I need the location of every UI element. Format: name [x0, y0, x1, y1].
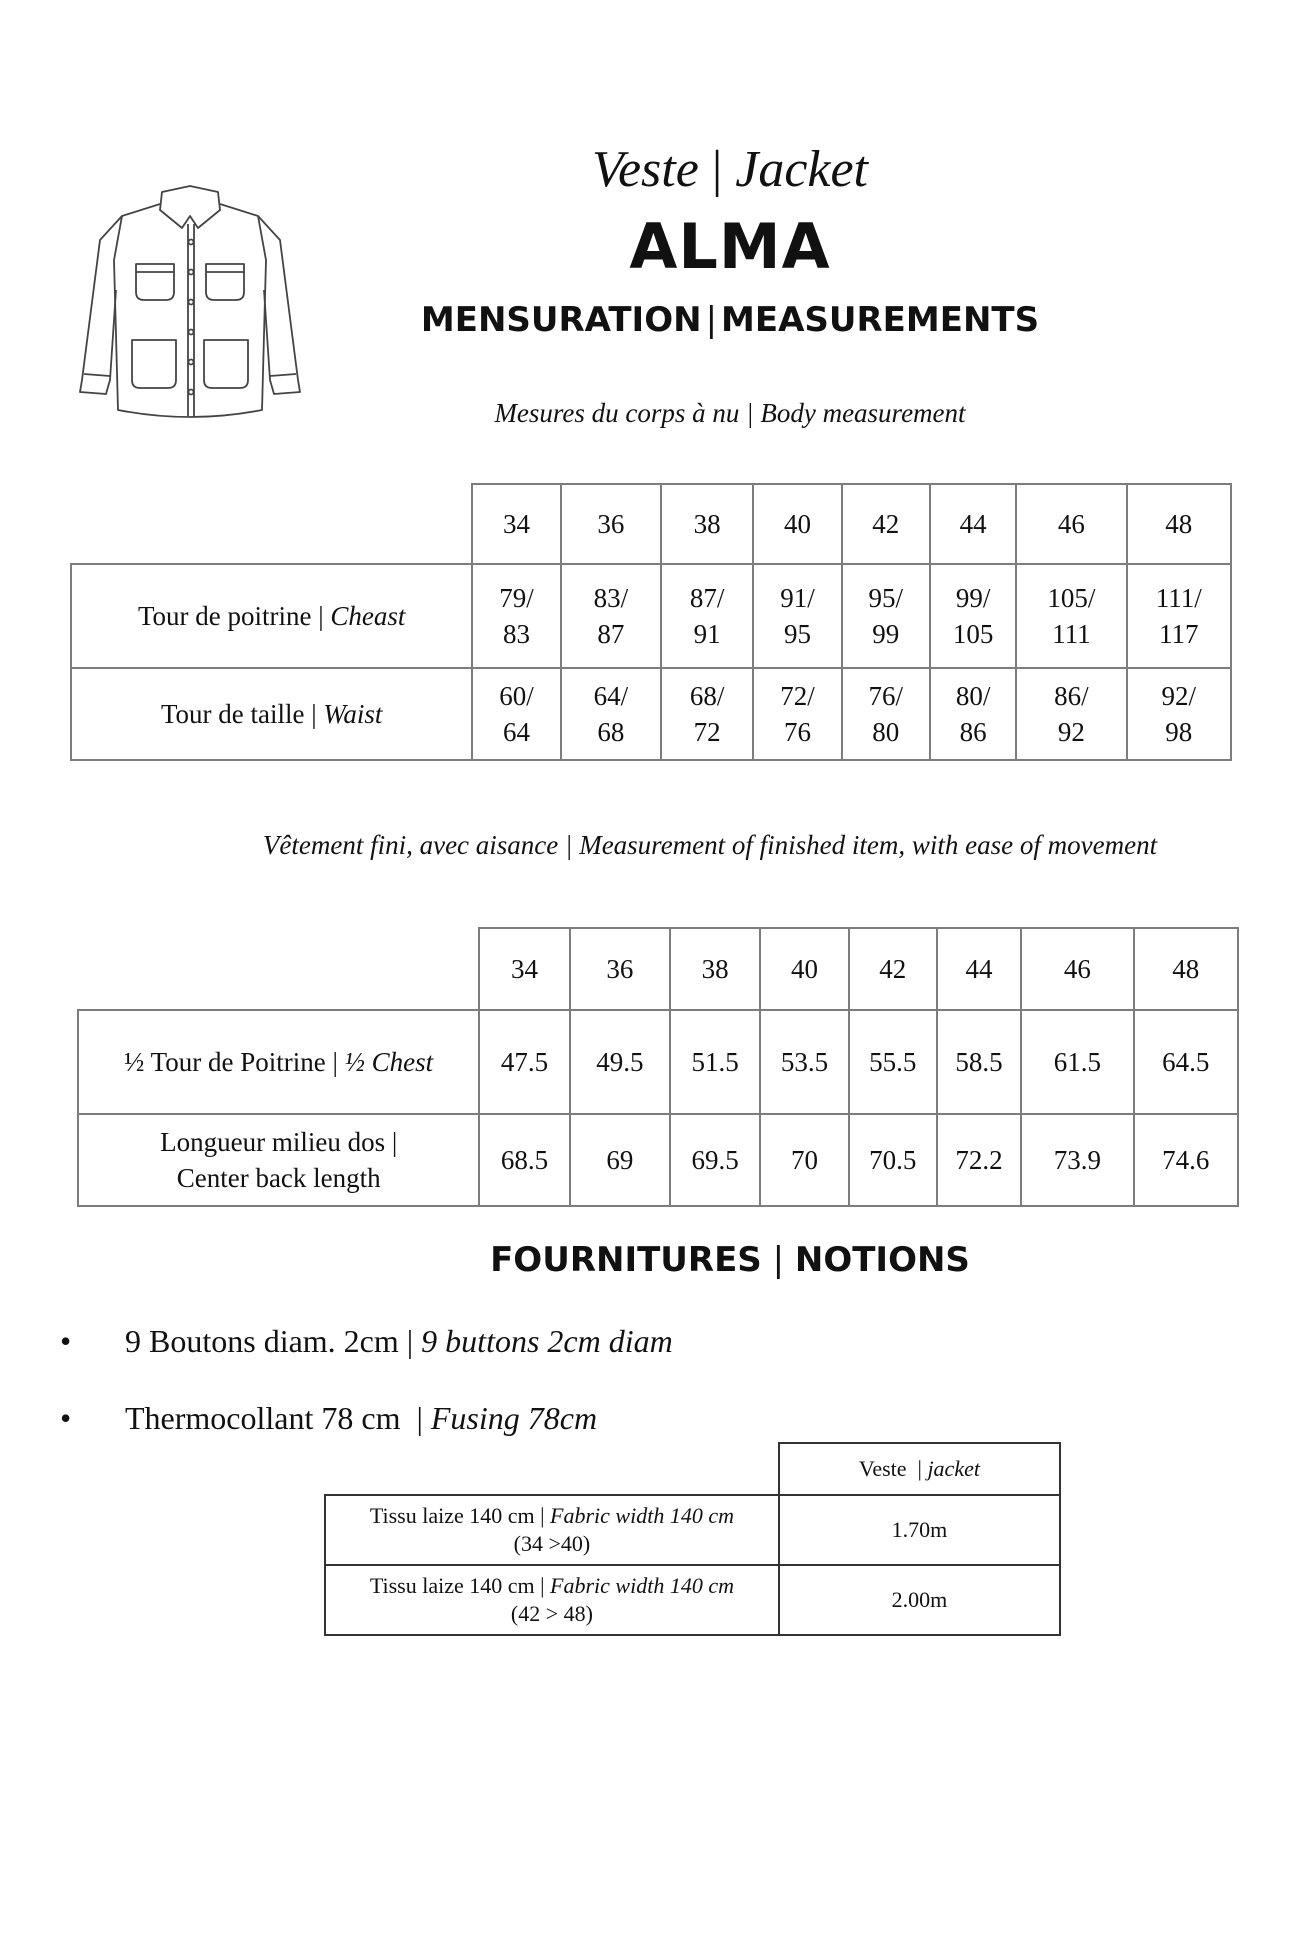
value-cell [930, 564, 1016, 668]
value-bottom: 76 [783, 717, 811, 747]
blank-cell [71, 484, 472, 564]
size-cell: 40 [760, 928, 848, 1010]
value-top: 79/ [499, 583, 534, 613]
value-cell [1016, 668, 1126, 760]
value-cell [661, 564, 753, 668]
row-label-fr: ½ Tour de Poitrine | [124, 1047, 345, 1077]
row-label-en: Cheast [330, 601, 406, 631]
value-top: 111/ [1155, 583, 1202, 613]
table-row [71, 668, 1231, 760]
value-cell [472, 564, 560, 668]
fabric-label-cell [325, 1495, 779, 1565]
row-label-half-chest [78, 1010, 479, 1114]
size-cell: 34 [479, 928, 569, 1010]
size-cell: 48 [1127, 484, 1231, 564]
value-bottom: 83 [503, 619, 531, 649]
size-cell: 42 [842, 484, 930, 564]
value-cell: 49.5 [570, 1010, 670, 1114]
notion-fr: 9 Boutons diam. 2cm | [125, 1323, 422, 1359]
value-top: 72/ [780, 681, 815, 711]
blank-cell [78, 928, 479, 1010]
row-label-waist [71, 668, 472, 760]
value-cell [1016, 564, 1126, 668]
value-cell: 53.5 [760, 1010, 848, 1114]
title-fr: Veste [591, 141, 699, 198]
measurements-heading-sep: | [705, 300, 718, 340]
list-item-text [125, 1400, 597, 1437]
fabric-header-fr: Veste | [858, 1456, 928, 1481]
value-cell [842, 564, 930, 668]
fabric-value-cell: 1.70m [779, 1495, 1060, 1565]
table-row [78, 1114, 1238, 1206]
value-cell: 69 [570, 1114, 670, 1206]
value-bottom: 92 [1057, 717, 1085, 747]
row-label-en: Center back length [176, 1163, 381, 1193]
fabric-header-cell [779, 1443, 1060, 1495]
value-bottom: 98 [1165, 717, 1193, 747]
brand-name: ALMA [629, 210, 831, 283]
value-cell [753, 564, 841, 668]
value-cell: 69.5 [670, 1114, 760, 1206]
value-bottom: 72 [693, 717, 721, 747]
value-cell [661, 668, 753, 760]
value-bottom: 64 [503, 717, 531, 747]
fabric-header-en: jacket [927, 1456, 980, 1481]
page-title [440, 140, 1020, 199]
value-bottom: 91 [693, 619, 721, 649]
value-cell: 58.5 [937, 1010, 1021, 1114]
value-cell: 72.2 [937, 1114, 1021, 1206]
size-header-row [71, 484, 1231, 564]
value-cell [472, 668, 560, 760]
fabric-label-en: Fabric width 140 cm [550, 1503, 734, 1528]
measurements-heading [380, 300, 1080, 340]
value-top: 95/ [868, 583, 904, 613]
value-cell: 73.9 [1021, 1114, 1133, 1206]
size-cell: 38 [670, 928, 760, 1010]
value-top: 83/ [593, 583, 629, 613]
title-separator: | [698, 141, 736, 198]
size-cell: 36 [561, 484, 661, 564]
value-cell [561, 564, 661, 668]
body-caption-en: Body measurement [760, 398, 966, 428]
value-bottom: 105 [952, 619, 994, 649]
size-header-row [78, 928, 1238, 1010]
size-cell: 46 [1016, 484, 1126, 564]
value-cell [561, 668, 661, 760]
value-top: 99/ [955, 583, 991, 613]
fabric-label-cell [325, 1565, 779, 1635]
row-label-fr: Longueur milieu dos | [160, 1127, 398, 1157]
row-label-en: Waist [323, 699, 383, 729]
table-row [78, 1010, 1238, 1114]
jacket-illustration [70, 180, 310, 430]
value-top: 80/ [955, 681, 991, 711]
value-cell: 51.5 [670, 1010, 760, 1114]
value-cell [1127, 564, 1231, 668]
size-cell: 38 [661, 484, 753, 564]
value-bottom: 87 [597, 619, 625, 649]
body-measurement-caption [380, 398, 1080, 429]
value-bottom: 99 [872, 619, 900, 649]
size-cell: 44 [937, 928, 1021, 1010]
size-cell: 34 [472, 484, 560, 564]
notions-heading [420, 1240, 1040, 1280]
row-label-en: ½ Chest [344, 1047, 434, 1077]
size-cell: 44 [930, 484, 1016, 564]
value-cell [930, 668, 1016, 760]
value-cell: 70.5 [849, 1114, 937, 1206]
notion-en: Fusing 78cm [430, 1400, 598, 1436]
body-caption-fr: Mesures du corps à nu | [494, 398, 761, 428]
row-label-chest [71, 564, 472, 668]
value-top: 92/ [1161, 681, 1197, 711]
value-cell: 61.5 [1021, 1010, 1133, 1114]
value-top: 64/ [593, 681, 629, 711]
value-bottom: 95 [783, 619, 811, 649]
size-cell: 46 [1021, 928, 1133, 1010]
value-cell: 47.5 [479, 1010, 569, 1114]
list-item-text [125, 1323, 673, 1360]
value-cell: 55.5 [849, 1010, 937, 1114]
row-label-fr: Tour de taille | [160, 699, 324, 729]
value-bottom: 80 [872, 717, 900, 747]
value-bottom: 86 [959, 717, 987, 747]
body-measurement-table [70, 483, 1232, 761]
fabric-label-fr: Tissu laize 140 cm | [369, 1503, 551, 1528]
bullet: • [60, 1400, 72, 1436]
row-label-fr: Tour de poitrine | [137, 601, 331, 631]
value-top: 91/ [780, 583, 815, 613]
value-cell: 68.5 [479, 1114, 569, 1206]
value-cell [842, 668, 930, 760]
blank-cell [325, 1443, 779, 1495]
size-cell: 48 [1134, 928, 1238, 1010]
table-row [325, 1565, 1060, 1635]
notions-heading-en: NOTIONS [794, 1240, 970, 1280]
notions-heading-fr: FOURNITURES [490, 1240, 762, 1280]
size-cell: 40 [753, 484, 841, 564]
fabric-value-cell: 2.00m [779, 1565, 1060, 1635]
bullet: • [60, 1323, 72, 1359]
value-cell: 74.6 [1134, 1114, 1238, 1206]
value-top: 86/ [1054, 681, 1089, 711]
finished-measurement-caption [180, 830, 1240, 861]
fabric-table [324, 1442, 1061, 1636]
value-cell [1127, 668, 1231, 760]
notions-heading-sep: | [761, 1240, 795, 1280]
measurements-heading-fr: MENSURATION [420, 300, 702, 340]
value-bottom: 68 [597, 717, 625, 747]
value-top: 87/ [689, 583, 725, 613]
value-cell: 70 [760, 1114, 848, 1206]
value-top: 68/ [689, 681, 725, 711]
value-bottom: 111 [1052, 619, 1091, 649]
finished-measurement-table [77, 927, 1239, 1207]
size-cell: 36 [570, 928, 670, 1010]
fabric-size-range: (42 > 48) [510, 1601, 593, 1626]
table-row [71, 564, 1231, 668]
fabric-size-range: (34 >40) [513, 1531, 591, 1556]
title-en: Jacket [735, 141, 869, 198]
value-bottom: 117 [1159, 619, 1199, 649]
notion-fr: Thermocollant 78 cm | [125, 1400, 431, 1436]
fabric-label-en: Fabric width 140 cm [550, 1573, 734, 1598]
value-cell [753, 668, 841, 760]
table-row [325, 1495, 1060, 1565]
value-top: 105/ [1047, 583, 1096, 613]
value-top: 76/ [868, 681, 904, 711]
notion-en: 9 buttons 2cm diam [421, 1323, 673, 1359]
row-label-back-length [78, 1114, 479, 1206]
value-cell: 64.5 [1134, 1010, 1238, 1114]
finished-caption-en: Measurement of finished item, with ease of movement [579, 830, 1158, 860]
measurements-heading-en: MEASUREMENTS [721, 300, 1040, 340]
fabric-label-fr: Tissu laize 140 cm | [369, 1573, 551, 1598]
value-top: 60/ [499, 681, 534, 711]
fabric-header-row [325, 1443, 1060, 1495]
size-cell: 42 [849, 928, 937, 1010]
finished-caption-fr: Vêtement fini, avec aisance | [262, 830, 580, 860]
